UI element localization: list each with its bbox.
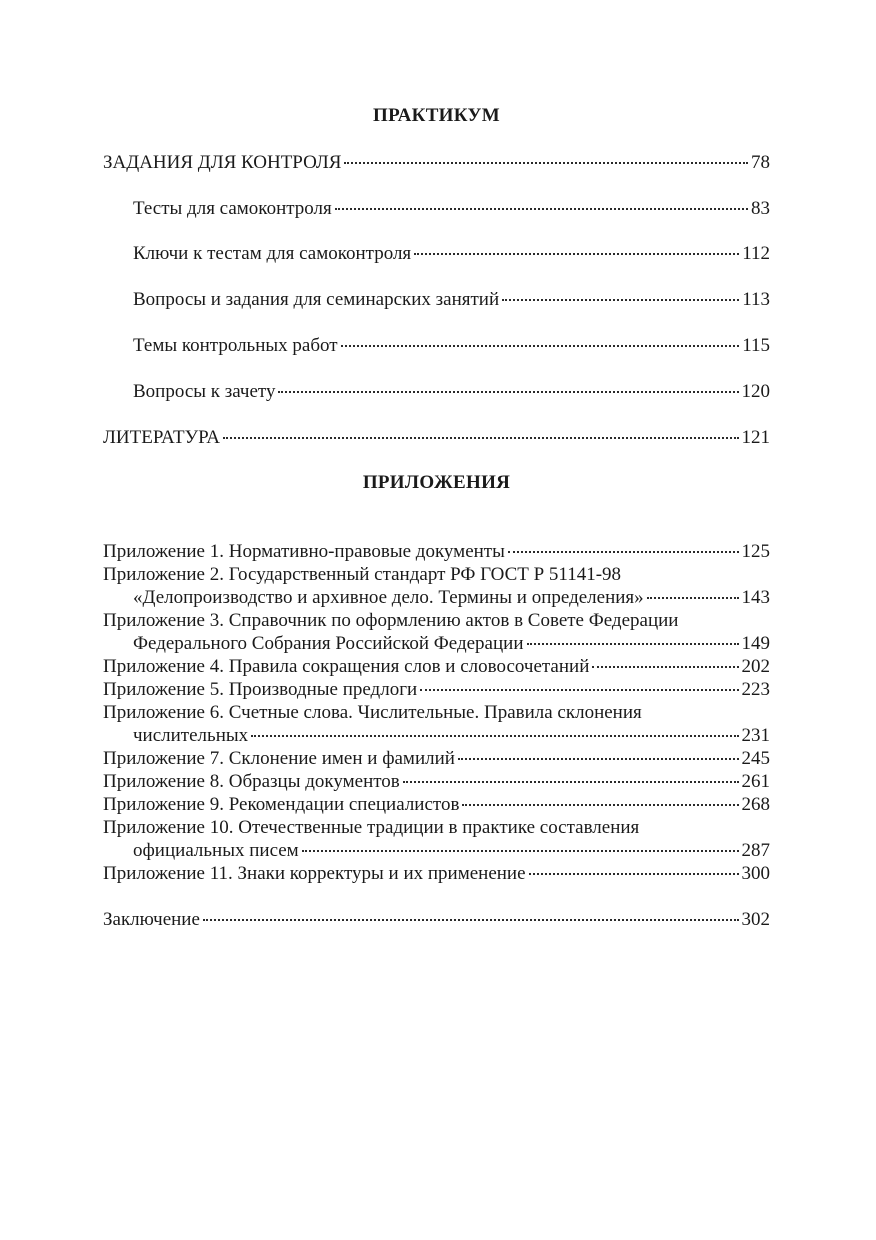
toc-entry-page: 223	[741, 679, 770, 700]
toc-entry-label: Федерального Собрания Российской Федерации	[133, 633, 524, 654]
leader-dots	[251, 735, 738, 737]
toc-entry-page: 245	[741, 748, 770, 769]
toc-entry-page: 202	[741, 656, 770, 677]
toc-entry-appendix-6[interactable]	[133, 725, 770, 747]
leader-dots	[647, 597, 739, 599]
toc-entry-page: 78	[751, 152, 770, 173]
toc-entry-page: 300	[741, 863, 770, 884]
toc-entry-self-tests[interactable]	[133, 198, 770, 220]
leader-dots	[458, 758, 739, 760]
toc-entry-label: официальных писем	[133, 840, 299, 861]
toc-entry-appendix-2[interactable]	[133, 587, 770, 609]
leader-dots	[335, 208, 748, 210]
toc-entry-appendix-6-line1[interactable]: Приложение 6. Счетные слова. Числительные. Правила склонения	[103, 702, 642, 723]
appendices-heading: ПРИЛОЖЕНИЯ	[362, 472, 511, 493]
leader-dots	[203, 919, 739, 921]
leader-dots	[341, 345, 740, 347]
toc-entry-appendix-7[interactable]	[103, 748, 770, 770]
toc-entry-page: 112	[742, 243, 770, 264]
toc-entry-page: 120	[741, 381, 770, 402]
leader-dots	[592, 666, 738, 668]
toc-entry-appendix-2-line1[interactable]: Приложение 2. Государственный стандарт РФ ГОСТ Р 51141-98	[103, 564, 622, 585]
leader-dots	[403, 781, 739, 783]
toc-entry-label: Приложение 9. Рекомендации специалистов	[103, 794, 460, 815]
leader-dots	[223, 437, 739, 439]
toc-entry-exam-questions[interactable]	[133, 381, 770, 403]
toc-entry-literature[interactable]	[103, 427, 770, 449]
toc-entry-page: 287	[741, 840, 770, 861]
practicum-heading: ПРАКТИКУМ	[373, 105, 500, 126]
leader-dots	[529, 873, 739, 875]
toc-entry-page: 231	[741, 725, 770, 746]
leader-dots	[502, 299, 739, 301]
toc-entry-label: Приложение 11. Знаки корректуры и их применение	[103, 863, 526, 884]
leader-dots	[508, 551, 739, 553]
toc-entry-appendix-4[interactable]	[103, 656, 770, 678]
toc-entry-seminar-questions[interactable]	[133, 289, 770, 311]
toc-entry-appendix-3-line1[interactable]: Приложение 3. Справочник по оформлению актов в Совете Федерации	[103, 610, 679, 631]
toc-entry-appendix-8[interactable]	[103, 771, 770, 793]
toc-entry-label: числительных	[133, 725, 249, 746]
toc-entry-appendix-5[interactable]	[103, 679, 770, 701]
leader-dots	[527, 643, 739, 645]
toc-entry-page: 268	[741, 794, 770, 815]
toc-entry-label: ЛИТЕРАТУРА	[103, 427, 220, 448]
toc-entry-label: «Делопроизводство и архивное дело. Термины и определения»	[133, 587, 644, 608]
toc-entry-label: Вопросы и задания для семинарских занятий	[133, 289, 500, 310]
toc-entry-label: Вопросы к зачету	[133, 381, 276, 402]
toc-entry-label: Приложение 7. Склонение имен и фамилий	[103, 748, 455, 769]
toc-entry-conclusion[interactable]	[103, 909, 770, 931]
toc-entry-control-works[interactable]	[133, 335, 770, 357]
leader-dots	[420, 689, 738, 691]
toc-entry-label: Приложение 4. Правила сокращения слов и словосочетаний	[103, 656, 590, 677]
leader-dots	[278, 391, 738, 393]
toc-entry-label: Ключи к тестам для самоконтроля	[133, 243, 412, 264]
toc-entry-page: 115	[742, 335, 770, 356]
toc-entry-page: 113	[742, 289, 770, 310]
toc-entry-page: 83	[751, 198, 770, 219]
toc-entry-label: Темы контрольных работ	[133, 335, 338, 356]
leader-dots	[414, 253, 739, 255]
toc-entry-label: ЗАДАНИЯ ДЛЯ КОНТРОЛЯ	[103, 152, 342, 173]
toc-entry-appendix-1[interactable]	[103, 541, 770, 563]
toc-entry-label: Приложение 8. Образцы документов	[103, 771, 400, 792]
toc-entry-page: 143	[741, 587, 770, 608]
toc-entry-appendix-10-line1[interactable]: Приложение 10. Отечественные традиции в практике составления	[103, 817, 640, 838]
leader-dots	[462, 804, 738, 806]
toc-entry-label: Приложение 1. Нормативно-правовые документы	[103, 541, 505, 562]
toc-entry-page: 125	[741, 541, 770, 562]
toc-entry-appendix-11[interactable]	[103, 863, 770, 885]
toc-entry-label: Заключение	[103, 909, 200, 930]
toc-entry-page: 261	[741, 771, 770, 792]
toc-entry-test-keys[interactable]	[133, 243, 770, 265]
toc-entry-page: 149	[741, 633, 770, 654]
toc-entry-appendix-3[interactable]	[133, 633, 770, 655]
toc-entry-control-tasks[interactable]	[103, 152, 770, 174]
leader-dots	[344, 162, 748, 164]
toc-entry-label: Приложение 5. Производные предлоги	[103, 679, 418, 700]
toc-entry-page: 121	[741, 427, 770, 448]
leader-dots	[302, 850, 739, 852]
toc-entry-appendix-10[interactable]	[133, 840, 770, 862]
toc-entry-appendix-9[interactable]	[103, 794, 770, 816]
toc-entry-label: Тесты для самоконтроля	[133, 198, 332, 219]
toc-entry-page: 302	[741, 909, 770, 930]
